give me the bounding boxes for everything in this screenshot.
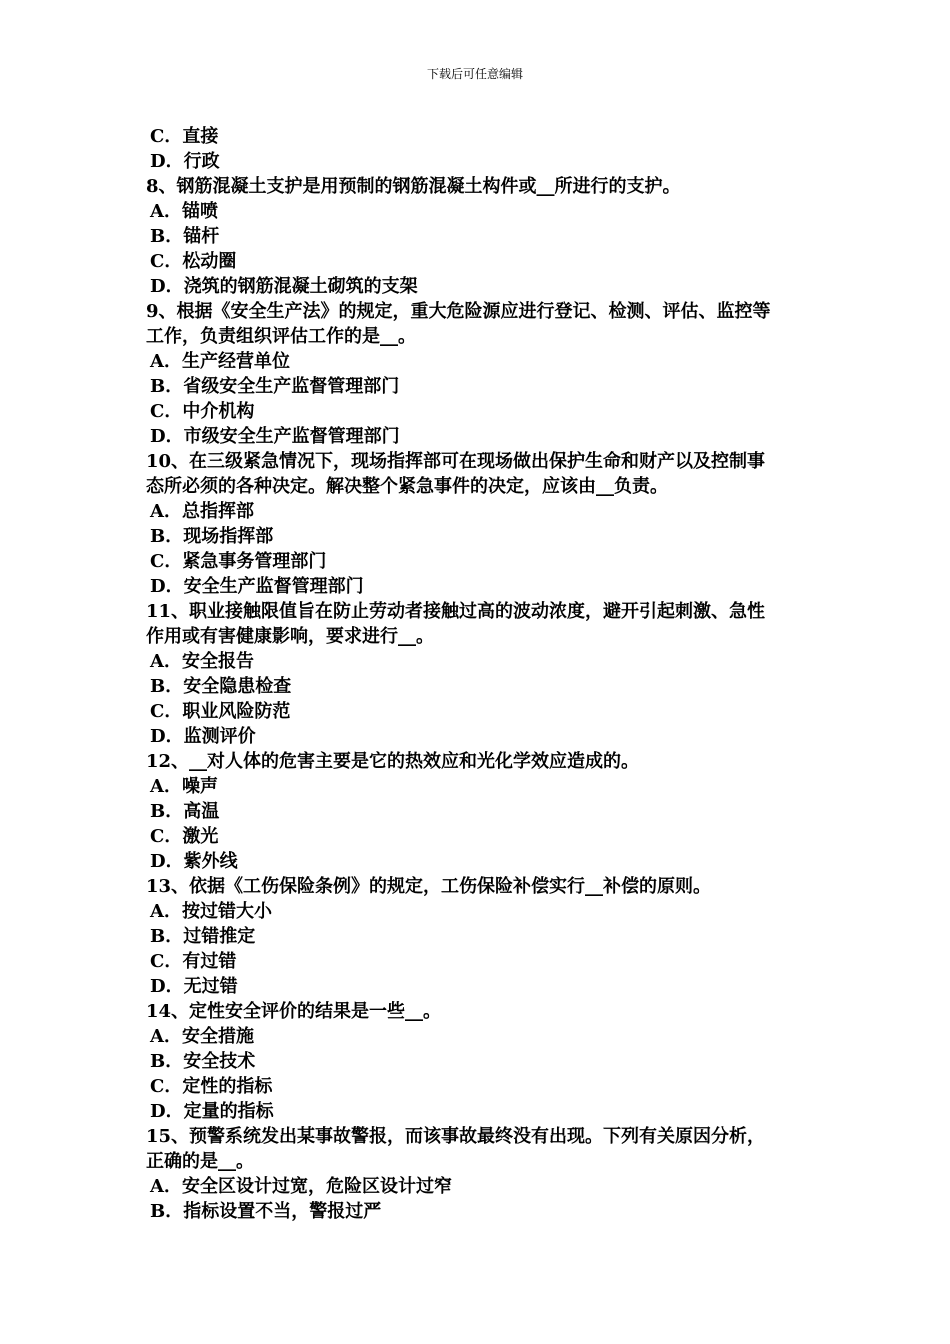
question-text: 10、在三级紧急情况下，现场指挥部可在现场做出保护生命和财产以及控制事 [146,451,766,472]
answer-option: D．市级安全生产监督管理部门 [150,426,400,447]
question-text: 8、钢筋混凝土支护是用预制的钢筋混凝土构件或__所进行的支护。 [146,176,681,197]
answer-option: D．监测评价 [150,726,256,747]
answer-option: C．松动圈 [150,251,237,272]
answer-option: B．现场指挥部 [150,526,274,547]
document-body [146,124,826,1224]
question-text: 12、__对人体的危害主要是它的热效应和光化学效应造成的。 [146,751,640,772]
answer-option: D．安全生产监督管理部门 [150,576,364,597]
answer-option: B．安全隐患检查 [150,676,292,697]
answer-option: C．中介机构 [150,401,255,422]
question-text: 14、定性安全评价的结果是一些__。 [146,1001,442,1022]
answer-option: A．生产经营单位 [150,351,290,372]
answer-option: C．直接 [150,126,219,147]
answer-option: A．安全报告 [150,651,254,672]
answer-option: D．无过错 [150,976,238,997]
answer-option: C．定性的指标 [150,1076,273,1097]
question-text: 11、职业接触限值旨在防止劳动者接触过高的波动浓度，避开引起刺激、急性 [146,601,766,622]
answer-option: C．职业风险防范 [150,701,291,722]
answer-option: C．紧急事务管理部门 [150,551,327,572]
answer-option: C．有过错 [150,951,237,972]
question-text: 作用或有害健康影响，要求进行__。 [146,626,434,647]
answer-option: B．过错推定 [150,926,256,947]
answer-option: B．锚杆 [150,226,220,247]
answer-option: A．安全措施 [150,1026,254,1047]
question-text: 工作，负责组织评估工作的是__。 [146,326,416,347]
answer-option: D．紫外线 [150,851,238,872]
answer-option: C．激光 [150,826,219,847]
answer-option: B．高温 [150,801,220,822]
answer-option: D．定量的指标 [150,1101,274,1122]
answer-option: B．指标设置不当，警报过严 [150,1201,382,1222]
answer-option: A．安全区设计过宽，危险区设计过窄 [150,1176,452,1197]
question-text: 15、预警系统发出某事故警报，而该事故最终没有出现。下列有关原因分析， [146,1126,766,1147]
answer-option: D．浇筑的钢筋混凝土砌筑的支架 [150,276,418,297]
question-text: 态所必须的各种决定。解决整个紧急事件的决定，应该由__负责。 [146,476,668,497]
page-header: 下载后可任意编辑 [426,67,523,81]
answer-option: A．噪声 [150,776,218,797]
answer-option: D．行政 [150,151,220,172]
answer-option: B．安全技术 [150,1051,256,1072]
question-text: 13、依据《工伤保险条例》的规定，工伤保险补偿实行__补偿的原则。 [146,876,712,897]
answer-option: A．按过错大小 [150,901,272,922]
answer-option: B．省级安全生产监督管理部门 [150,376,400,397]
question-text: 正确的是__。 [146,1151,254,1172]
answer-option: A．总指挥部 [150,501,254,522]
answer-option: A．锚喷 [150,201,218,222]
question-text: 9、根据《安全生产法》的规定，重大危险源应进行登记、检测、评估、监控等 [146,301,771,322]
